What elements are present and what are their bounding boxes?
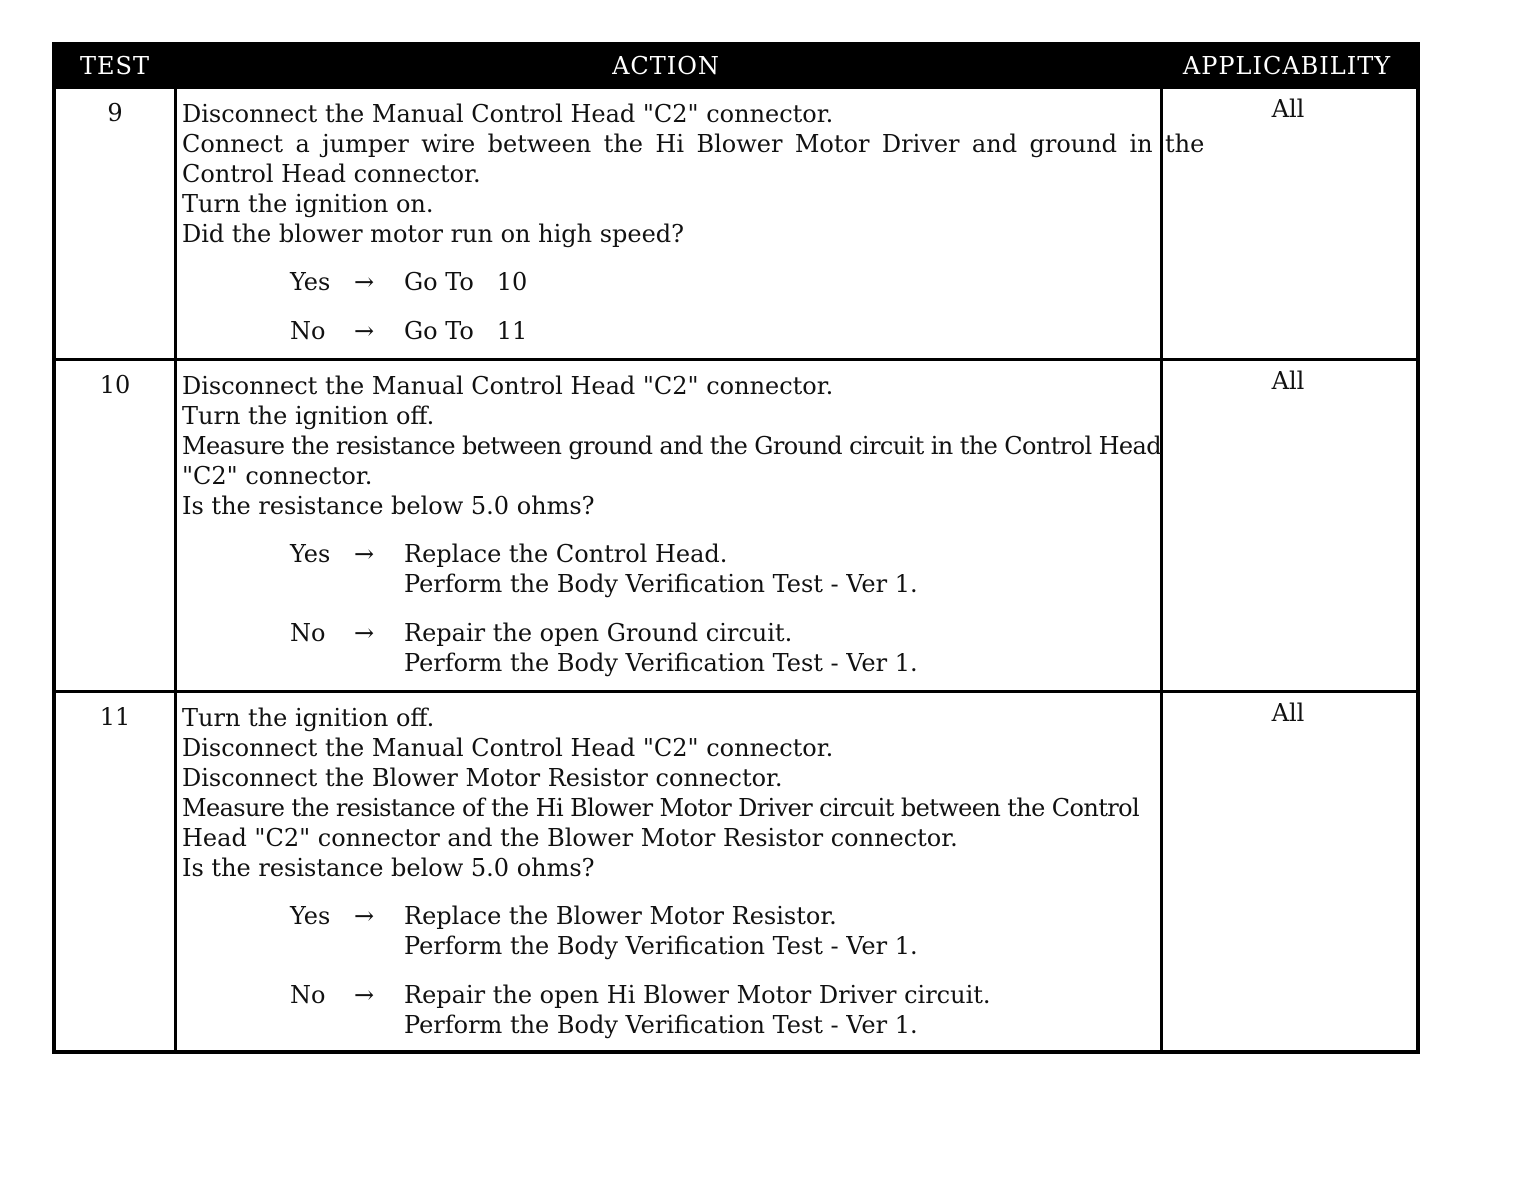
choice-result	[404, 980, 991, 1040]
choice-result	[404, 618, 918, 678]
applicability-value: All	[1271, 699, 1305, 727]
action-step: Disconnect the Manual Control Head "C2" connector.	[182, 734, 834, 762]
choice-label: No	[290, 317, 326, 345]
choice-yes	[182, 539, 1162, 599]
result-line: Perform the Body Verification Test - Ver 1.	[404, 1011, 918, 1039]
test-number: 9	[107, 99, 123, 127]
choice-label: Yes	[290, 540, 331, 568]
applicability-value: All	[1271, 95, 1305, 123]
header-action: ACTION	[612, 52, 720, 80]
action-step: Turn the ignition off.	[182, 402, 435, 430]
arrow-icon: →	[354, 902, 375, 930]
choice-yes	[182, 901, 1162, 961]
action-step: "C2" connector.	[182, 462, 373, 490]
choice-label: Yes	[290, 902, 331, 930]
result-line: Repair the open Hi Blower Motor Driver circuit.	[404, 981, 991, 1009]
test-number: 11	[99, 703, 131, 731]
choices	[182, 901, 1162, 1040]
action-step: Did the blower motor run on high speed?	[182, 220, 685, 248]
action-step: Disconnect the Manual Control Head "C2" connector.	[182, 100, 834, 128]
action-step: Connect a jumper wire between the Hi Blower Motor Driver and ground in the	[182, 130, 1205, 158]
choices	[182, 539, 1162, 678]
action-step: Head "C2" connector and the Blower Motor Resistor connector.	[182, 824, 958, 852]
choice-result: Go To 10	[404, 268, 528, 296]
result-line: Repair the open Ground circuit.	[404, 619, 793, 647]
table-header	[56, 46, 1416, 86]
choice-label: Yes	[290, 268, 331, 296]
arrow-icon: →	[354, 981, 375, 1009]
result-line: Perform the Body Verification Test - Ver 1.	[404, 932, 918, 960]
action-step: Measure the resistance of the Hi Blower Motor Driver circuit between the Control	[182, 794, 1140, 822]
choice-yes	[182, 267, 1162, 297]
arrow-icon: →	[354, 317, 375, 345]
choice-no	[182, 316, 1162, 346]
diagnostic-test-table	[52, 42, 1420, 1054]
action-cell	[182, 703, 1162, 1059]
action-step: Control Head connector.	[182, 160, 481, 188]
arrow-icon: →	[354, 540, 375, 568]
choices	[182, 267, 1162, 346]
action-cell	[182, 99, 1205, 365]
header-test: TEST	[80, 52, 150, 80]
action-step: Is the resistance below 5.0 ohms?	[182, 854, 595, 882]
choice-label: No	[290, 619, 326, 647]
choice-result: Go To 11	[404, 317, 528, 345]
choice-label: No	[290, 981, 326, 1009]
action-step: Disconnect the Blower Motor Resistor connector.	[182, 764, 783, 792]
action-step: Is the resistance below 5.0 ohms?	[182, 492, 595, 520]
test-row-9	[56, 86, 1416, 358]
header-applicability: APPLICABILITY	[1182, 52, 1392, 80]
result-line: Perform the Body Verification Test - Ver 1.	[404, 649, 918, 677]
result-line: Perform the Body Verification Test - Ver 1.	[404, 570, 918, 598]
result-line: Replace the Control Head.	[404, 540, 728, 568]
choice-result	[404, 901, 918, 961]
test-number: 10	[99, 371, 131, 399]
result-line: Replace the Blower Motor Resistor.	[404, 902, 837, 930]
action-step: Measure the resistance between ground and the Ground circuit in the Control Head	[182, 432, 1161, 460]
action-step: Disconnect the Manual Control Head "C2" connector.	[182, 372, 834, 400]
action-step: Turn the ignition on.	[182, 190, 434, 218]
choice-no	[182, 980, 1162, 1040]
choice-result	[404, 539, 918, 599]
action-step: Turn the ignition off.	[182, 704, 435, 732]
test-row-10	[56, 358, 1416, 690]
applicability-value: All	[1271, 367, 1305, 395]
choice-no	[182, 618, 1162, 678]
arrow-icon: →	[354, 619, 375, 647]
test-row-11	[56, 690, 1416, 1050]
action-cell	[182, 371, 1162, 697]
arrow-icon: →	[354, 268, 375, 296]
